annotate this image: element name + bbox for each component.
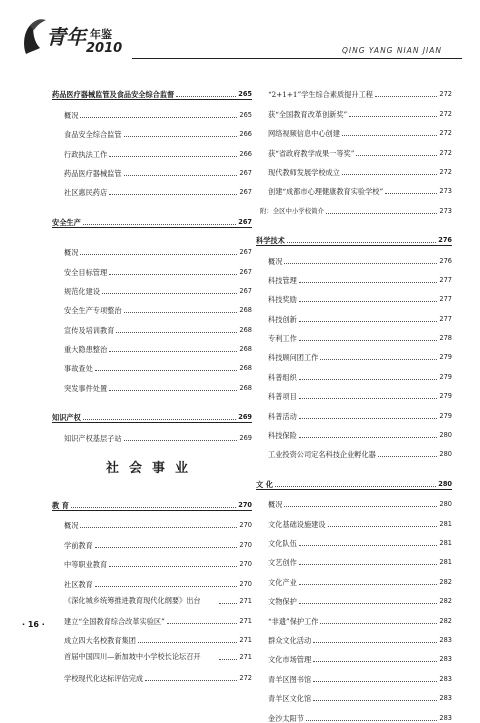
toc-entry-label: 科技管理 <box>268 275 297 285</box>
toc-entry-page: 278 <box>439 334 452 343</box>
toc-entry-label: 食品安全综合监管 <box>64 130 122 140</box>
toc-entry-label: 社区惠民药店 <box>64 188 108 198</box>
toc-entry-page: 272 <box>439 109 452 118</box>
toc-entry-page: 277 <box>439 295 452 304</box>
dot-leader <box>313 700 437 701</box>
toc-entry-label: 概况 <box>268 500 283 510</box>
major-section-title: 社会事业 <box>105 461 198 477</box>
dot-leader <box>102 293 237 294</box>
toc-entry-page: 272 <box>439 167 452 176</box>
toc-entry[interactable] <box>52 373 252 392</box>
dot-leader <box>313 642 437 643</box>
toc-entry-page: 271 <box>239 596 252 605</box>
toc-entry-page: 272 <box>439 148 452 157</box>
toc-entry-page: 272 <box>439 90 452 99</box>
toc-entry-label: 科技顾问团工作 <box>268 353 319 363</box>
toc-entry[interactable] <box>256 548 452 567</box>
toc-entry-label: 事故查处 <box>64 364 93 374</box>
dot-leader <box>299 398 438 399</box>
toc-entry-page: 283 <box>439 674 452 683</box>
toc-entry-label: 知识产权基层子站 <box>64 433 122 443</box>
dot-leader <box>80 527 237 528</box>
toc-entry[interactable] <box>256 440 452 459</box>
page-number: · 16 · <box>22 620 45 629</box>
toc-entry[interactable] <box>52 120 252 139</box>
toc-entry-label: 文物保护 <box>268 597 297 607</box>
dot-leader <box>313 661 437 662</box>
toc-entry-page: 281 <box>439 519 452 528</box>
toc-entry-page: 271 <box>239 616 252 625</box>
dot-leader <box>80 117 237 118</box>
toc-entry-page: 280 <box>438 479 452 488</box>
toc-entry-page: 265 <box>239 110 252 119</box>
logo-sub: 年鉴 <box>90 28 112 41</box>
dot-leader <box>299 584 438 585</box>
toc-entry[interactable] <box>256 343 452 362</box>
toc-entry[interactable] <box>256 324 452 343</box>
toc-entry[interactable] <box>256 138 452 157</box>
publication-romanized: QING YANG NIAN JIAN <box>342 46 442 55</box>
toc-entry[interactable] <box>52 335 252 354</box>
dot-leader <box>167 623 238 624</box>
toc-entry[interactable] <box>52 238 252 257</box>
dot-leader <box>320 359 437 360</box>
toc-entry[interactable] <box>256 304 452 323</box>
toc-entry-label: 文艺创作 <box>268 558 297 568</box>
dot-leader <box>299 545 438 546</box>
toc-entry-label: 创建“成都市心理健康教育实验学校” <box>268 187 384 197</box>
toc-entry[interactable] <box>52 569 252 588</box>
dot-leader <box>313 681 437 682</box>
toc-entry-page: 281 <box>439 558 452 567</box>
toc-entry[interactable] <box>52 296 252 315</box>
toc-entry[interactable] <box>52 354 252 373</box>
toc-entry-label: 科技奖励 <box>268 295 297 305</box>
spacer <box>256 459 452 469</box>
toc-entry-label: 中等职业教育 <box>64 560 108 570</box>
dot-leader <box>109 351 237 352</box>
toc-entry-label: 工业投资公司定名科技企业孵化器 <box>268 450 376 460</box>
toc-section-heading[interactable] <box>52 207 252 227</box>
yearbook-logo <box>20 14 190 60</box>
dot-leader <box>124 136 238 137</box>
dot-leader <box>145 680 237 681</box>
toc-entry-page: 272 <box>439 129 452 138</box>
dot-leader <box>385 193 437 194</box>
page-header <box>20 14 460 66</box>
toc-right-column <box>256 80 452 723</box>
toc-entry-page: 269 <box>238 413 252 422</box>
toc-left-column <box>52 80 252 683</box>
toc-entry-label: 现代教师发展学校成立 <box>268 167 340 177</box>
dot-leader <box>284 263 437 264</box>
dot-leader <box>299 564 438 565</box>
toc-entry-label: 规范化建设 <box>64 286 100 296</box>
toc-entry-page: 276 <box>439 256 452 265</box>
toc-entry[interactable] <box>256 587 452 606</box>
toc-entry-label: 成立四大名校教育集团 <box>64 636 136 646</box>
toc-entry[interactable] <box>52 139 252 158</box>
toc-entry-page: 268 <box>239 306 252 315</box>
toc-entry-page: 273 <box>439 187 452 196</box>
toc-entry-label: 药品医疗器械监管 <box>64 168 122 178</box>
toc-entry-page: 268 <box>239 345 252 354</box>
toc-entry-label: 青羊区图书馆 <box>268 674 312 684</box>
dot-leader <box>219 603 237 604</box>
toc-entry-label: 科普组织 <box>268 372 297 382</box>
dot-leader <box>109 194 237 195</box>
toc-entry[interactable] <box>256 382 452 401</box>
toc-entry[interactable] <box>256 99 452 118</box>
toc-entry-label: 科技创新 <box>268 314 297 324</box>
spacer <box>256 216 452 226</box>
toc-entry[interactable] <box>52 626 252 645</box>
dot-leader <box>83 419 236 420</box>
dot-leader <box>124 440 238 441</box>
dot-leader <box>95 586 238 587</box>
toc-entry-page: 283 <box>439 635 452 644</box>
toc-entry-label: 文化产业 <box>268 577 297 587</box>
dot-leader <box>299 603 438 604</box>
toc-entry-label: 文化市场管理 <box>268 655 312 665</box>
dot-leader <box>275 486 436 487</box>
toc-entry-label: 附：全区中小学校简介 <box>260 206 324 215</box>
dot-leader <box>83 224 236 225</box>
toc-entry-page: 267 <box>238 217 252 226</box>
toc-entry-page: 270 <box>239 560 252 569</box>
toc-entry[interactable] <box>52 511 252 530</box>
toc-entry[interactable] <box>52 100 252 119</box>
toc-entry[interactable] <box>256 362 452 381</box>
dot-leader <box>342 174 438 175</box>
toc-entry[interactable] <box>256 401 452 420</box>
dot-leader <box>287 242 436 243</box>
toc-entry-page: 268 <box>239 364 252 373</box>
toc-entry-label: 药品医疗器械监管及食品安全综合监督 <box>52 90 175 100</box>
toc-entry-label: 概况 <box>64 521 79 531</box>
toc-entry-page: 282 <box>439 577 452 586</box>
toc-entry-label: 科普项目 <box>268 392 297 402</box>
toc-entry[interactable] <box>52 589 252 607</box>
toc-entry-label: 建立“全国教育综合改革实验区” <box>64 616 165 626</box>
dot-leader <box>299 418 438 419</box>
toc-entry-label: 群众文化活动 <box>268 635 312 645</box>
toc-entry[interactable] <box>52 257 252 276</box>
dot-leader <box>219 659 237 660</box>
toc-entry-label: 重大隐患整治 <box>64 345 108 355</box>
toc-entry-label: “2+1+1”学生综合素质提升工程 <box>268 90 373 100</box>
toc-entry[interactable] <box>256 177 452 196</box>
toc-entry[interactable] <box>256 266 452 285</box>
dot-leader <box>326 213 438 214</box>
toc-entry-label: 学前教育 <box>64 540 93 550</box>
toc-entry-label: 安全生产专项整治 <box>64 306 122 316</box>
toc-entry[interactable] <box>256 119 452 138</box>
dot-leader <box>299 301 438 302</box>
toc-entry[interactable] <box>52 530 252 549</box>
toc-entry-page: 267 <box>239 168 252 177</box>
toc-section-heading[interactable] <box>52 403 252 423</box>
toc-entry-label: 学校现代化达标评估完成 <box>64 673 144 683</box>
toc-entry-page: 273 <box>439 206 452 215</box>
toc-entry[interactable] <box>52 423 252 442</box>
toc-entry[interactable] <box>256 567 452 586</box>
toc-entry-label: 专利工作 <box>268 334 297 344</box>
toc-entry-page: 266 <box>239 130 252 139</box>
dot-leader <box>378 456 438 457</box>
toc-entry[interactable] <box>256 626 452 645</box>
toc-entry-label: 文 化 <box>256 479 273 489</box>
dot-leader <box>109 566 237 567</box>
dot-leader <box>109 390 237 391</box>
toc-entry[interactable] <box>256 246 452 265</box>
toc-section-heading[interactable] <box>52 491 252 511</box>
toc-entry-page: 277 <box>439 314 452 323</box>
toc-entry[interactable] <box>52 550 252 569</box>
toc-entry-label: 行政执法工作 <box>64 149 108 159</box>
toc-entry[interactable] <box>52 663 252 682</box>
toc-entry-page: 277 <box>439 275 452 284</box>
dot-leader <box>299 321 438 322</box>
toc-entry-label: 突发事件处置 <box>64 383 108 393</box>
dot-leader <box>138 642 238 643</box>
toc-section-heading[interactable] <box>52 80 252 100</box>
toc-note[interactable] <box>256 196 452 215</box>
toc-entry-label: 获“省政府教学成果一等奖” <box>268 148 355 158</box>
toc-entry[interactable] <box>256 490 452 509</box>
toc-entry[interactable] <box>52 178 252 197</box>
toc-entry[interactable] <box>256 421 452 440</box>
toc-entry-page: 283 <box>439 694 452 703</box>
toc-entry-page: 267 <box>239 248 252 257</box>
dot-leader <box>80 254 237 255</box>
logo-text: 青年 <box>46 25 86 49</box>
toc-entry-page: 268 <box>239 325 252 334</box>
toc-entry-label: 宣传及培训教育 <box>64 325 115 335</box>
toc-entry[interactable] <box>256 703 452 722</box>
dot-leader <box>95 370 238 371</box>
toc-entry-page: 280 <box>439 431 452 440</box>
toc-entry[interactable] <box>256 509 452 528</box>
toc-entry-page: 265 <box>238 90 252 99</box>
toc-entry-page: 283 <box>439 713 452 722</box>
toc-entry-page: 283 <box>439 655 452 664</box>
spacer <box>52 393 252 403</box>
toc-entry-page: 269 <box>239 433 252 442</box>
toc-entry-label: 社区教育 <box>64 579 93 589</box>
dot-leader <box>124 175 238 176</box>
logo-graphic <box>20 14 190 60</box>
dot-leader <box>328 526 438 527</box>
logo-year: 2010 <box>86 41 123 56</box>
toc-entry-label: 概况 <box>268 256 283 266</box>
dot-leader <box>71 507 236 508</box>
dot-leader <box>306 720 437 721</box>
toc-entry-label: 金沙太阳节 <box>268 713 304 723</box>
toc-entry-page: 267 <box>239 267 252 276</box>
toc-entry-page: 279 <box>439 392 452 401</box>
toc-entry-label: 获“全国教育改革创新奖” <box>268 109 348 119</box>
header-rule <box>132 58 462 59</box>
spacer <box>52 197 252 207</box>
dot-leader <box>109 156 237 157</box>
toc-entry[interactable] <box>256 529 452 548</box>
toc-entry-page: 280 <box>439 500 452 509</box>
toc-entry[interactable] <box>256 684 452 703</box>
toc-entry-label: 首届中国四川—新加坡中小学校长论坛召开 <box>64 652 201 662</box>
toc-section-heading[interactable] <box>256 469 452 489</box>
toc-entry-page: 279 <box>439 372 452 381</box>
toc-entry-page: 280 <box>439 450 452 459</box>
dot-leader <box>284 506 437 507</box>
toc-entry-page: 272 <box>239 673 252 682</box>
toc-entry-page: 276 <box>438 236 452 245</box>
toc-entry-page: 282 <box>439 616 452 625</box>
toc-section-heading[interactable] <box>256 226 452 246</box>
dot-leader <box>124 312 238 313</box>
spacer <box>52 228 252 238</box>
dot-leader <box>299 437 438 438</box>
toc-entry-page: 271 <box>239 653 252 662</box>
toc-entry-label: 概况 <box>64 110 79 120</box>
toc-entry-label: 教 育 <box>52 501 69 511</box>
toc-entry-label: 网络视频信息中心创建 <box>268 129 340 139</box>
toc-entry-page: 279 <box>439 353 452 362</box>
toc-entry[interactable] <box>52 159 252 178</box>
dot-leader <box>116 332 237 333</box>
toc-entry-label: “非遗”保护工作 <box>268 616 319 626</box>
toc-entry[interactable] <box>52 315 252 334</box>
toc-entry-label: 安全目标管理 <box>64 267 108 277</box>
toc-entry-label: 文化基础设施建设 <box>268 519 326 529</box>
toc-entry-label: 青羊区文化馆 <box>268 694 312 704</box>
dot-leader <box>299 282 438 283</box>
toc-entry-page: 266 <box>239 149 252 158</box>
toc-entry[interactable] <box>256 285 452 304</box>
dot-leader <box>375 96 437 97</box>
dot-leader <box>356 155 437 156</box>
toc-entry-page: 270 <box>239 521 252 530</box>
dot-leader <box>299 340 438 341</box>
toc-entry-label: 《深化城乡统筹推进教育现代化纲要》出台 <box>64 595 201 605</box>
dot-leader <box>320 623 437 624</box>
toc-entry[interactable] <box>256 606 452 625</box>
toc-entry-page: 282 <box>439 597 452 606</box>
dot-leader <box>299 379 438 380</box>
toc-entry-label: 文化队伍 <box>268 538 297 548</box>
toc-entry[interactable] <box>52 277 252 296</box>
toc-entry-page: 270 <box>239 540 252 549</box>
dot-leader <box>342 135 438 136</box>
toc-entry[interactable] <box>256 158 452 177</box>
dot-leader <box>95 547 238 548</box>
toc-entry-label: 科普活动 <box>268 411 297 421</box>
toc-entry-label: 科技保险 <box>268 431 297 441</box>
toc-entry-page: 270 <box>238 501 252 510</box>
toc-entry-page: 270 <box>239 579 252 588</box>
toc-entry-page: 268 <box>239 383 252 392</box>
toc-entry-label: 知识产权 <box>52 413 81 423</box>
toc-entry[interactable] <box>52 607 252 626</box>
dot-leader <box>109 274 237 275</box>
toc-entry-page: 279 <box>439 411 452 420</box>
toc-entry-page: 267 <box>239 188 252 197</box>
toc-entry-page: 271 <box>239 636 252 645</box>
toc-entry[interactable] <box>52 645 252 663</box>
toc-entry-label: 概况 <box>64 248 79 258</box>
toc-entry-page: 281 <box>439 538 452 547</box>
toc-entry-page: 267 <box>239 286 252 295</box>
toc-entry[interactable] <box>256 645 452 664</box>
dot-leader <box>176 96 236 97</box>
dot-leader <box>349 116 437 117</box>
toc-entry-label: 科学技术 <box>256 236 285 246</box>
toc-entry-label: 安全生产 <box>52 217 81 227</box>
toc-entry[interactable] <box>256 664 452 683</box>
toc-entry[interactable] <box>256 80 452 99</box>
